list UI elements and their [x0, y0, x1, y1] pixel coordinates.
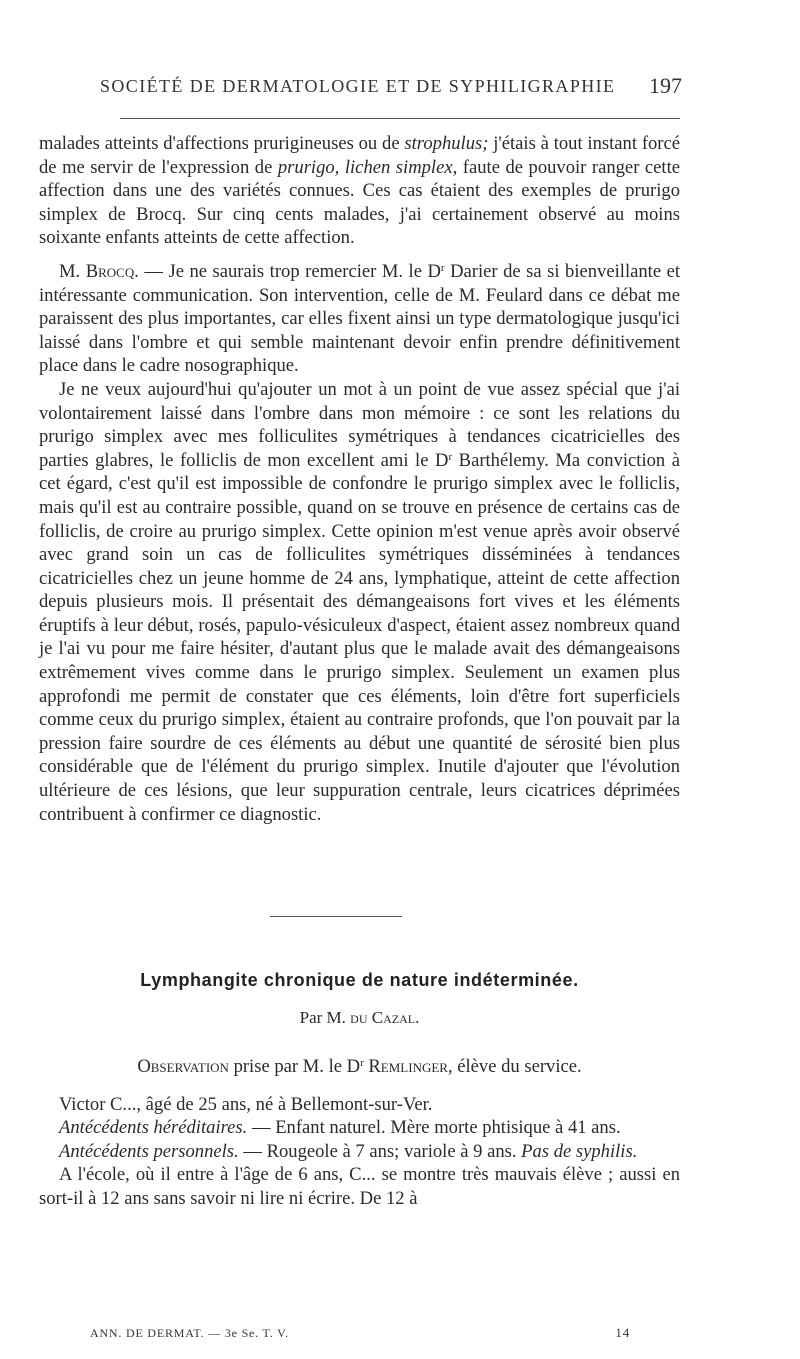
article-byline: Par M. du Cazal. [299, 1008, 420, 1027]
journal-reference: ANN. DE DERMAT. — 3e Se. T. V. [90, 1326, 289, 1340]
brocq-paragraph-2: Je ne veux aujourd'hui qu'ajouter un mot à un point de vue assez spécial que j'ai volontairement laissé dans l'ombre dans mon mémoire : ce sont les relations du prurigo simplex avec mes folliculites symétriques à tendances cicatricielles des parties glabres, le folliclis de mon excellent ami le $D^r$ Barthélemy. Ma conviction à cet égard, c'est qu'il est impossible de confondre le prurigo simplex avec le folliclis, mais qu'il est au contraire possible, quand on se trouve en présence de certains cas de folliclis, de croire au prurigo simplex. Cette opinion m'est venue après avoir observé avec grand soin un cas de folliculites symétriques disséminées à tendances cicatricielles chez un jeune homme de 24 ans, lymphatique, atteint de cette affection depuis plusieurs mois. Il présentait des démangeaisons fort vives et les éléments éruptifs à leur début, rosés, papulo-vésiculeux d'aspect, étaient assez nombreux quand je l'ai vu pour me faire hésiter, d'autant plus que le malade avait des démangeaisons extrêmement vives comme dans le prurigo simplex. Seulement un examen plus approfondi me permit de constater que ces éléments, loin d'être fort superficiels comme ceux du prurigo simplex, étaient au contraire profonds, que l'on pouvait par la pression faire sourdre de ces éléments au début une quantité de sérosité bien plus considérable que de l'élément du prurigo simplex. Inutile d'ajouter que l'évolution ultérieure de ces lésions, que leur suppuration centrale, leurs cicatrices déprimées contribuent à confirmer ce diagnostic. [39, 378, 680, 825]
hereditary-history: Antécédents héréditaires. — Enfant naturel. Mère morte phtisique à 41 ans. [59, 1117, 621, 1139]
running-header [100, 73, 682, 98]
article-title: Lymphangite chronique de nature indéterminée. [140, 970, 579, 990]
running-title: SOCIÉTÉ DE DERMATOLOGIE ET DE SYPHILIGRAPHIE [100, 76, 616, 96]
personal-history: Antécédents personnels. — Rougeole à 7 ans; variole à 9 ans. Pas de syphilis. [59, 1140, 638, 1162]
discussion-text [39, 132, 680, 826]
patient-line: Victor C..., âgé de 25 ans, né à Bellemont-sur-Ver. [59, 1093, 433, 1115]
speaker-name: M. Brocq. [59, 260, 139, 282]
header-rule [120, 118, 680, 119]
page-footer [90, 1326, 630, 1341]
author-name: du Cazal. [350, 1008, 420, 1027]
signature-mark: 14 [615, 1325, 630, 1340]
school-paragraph: A l'école, où il entre à l'âge de 6 ans, C... se montre très mauvais élève ; aussi en sort-il à 12 ans sans savoir ni lire ni écrire. De 12 à [39, 1164, 680, 1209]
observation-heading: Observation prise par M. le $D^r$ Remlinger, élève du service. [137, 1056, 582, 1077]
section-separator [270, 916, 402, 917]
page-number: 197 [649, 73, 682, 98]
continuation-paragraph: malades atteints d'affections prurigineuses ou de strophulus; j'étais à tout instant forcé de me servir de l'expression de prurigo, lichen simplex, faute de pouvoir ranger cette affection dans une des variétés connues. Ces cas étaient des exemples de prurigo simplex de Brocq. Sur cinq cents malades, j'ai certainement observé au moins soixante enfants atteints de cette affection. [39, 133, 681, 249]
brocq-paragraph-1: M. Brocq. — Je ne saurais trop remercier M. le $D^r$ Darier de sa si bienveillante et intéressante communication. Son intervention, celle de M. Feulard dans ce débat me paraissent des plus importantes, car elles fixent ainsi un type dermatologique jusqu'ici laissé dans l'ombre et qui semble maintenant devoir enfin prendre définitivement place dans le cadre nosographique. [39, 260, 681, 377]
observation-text [39, 1055, 680, 1211]
